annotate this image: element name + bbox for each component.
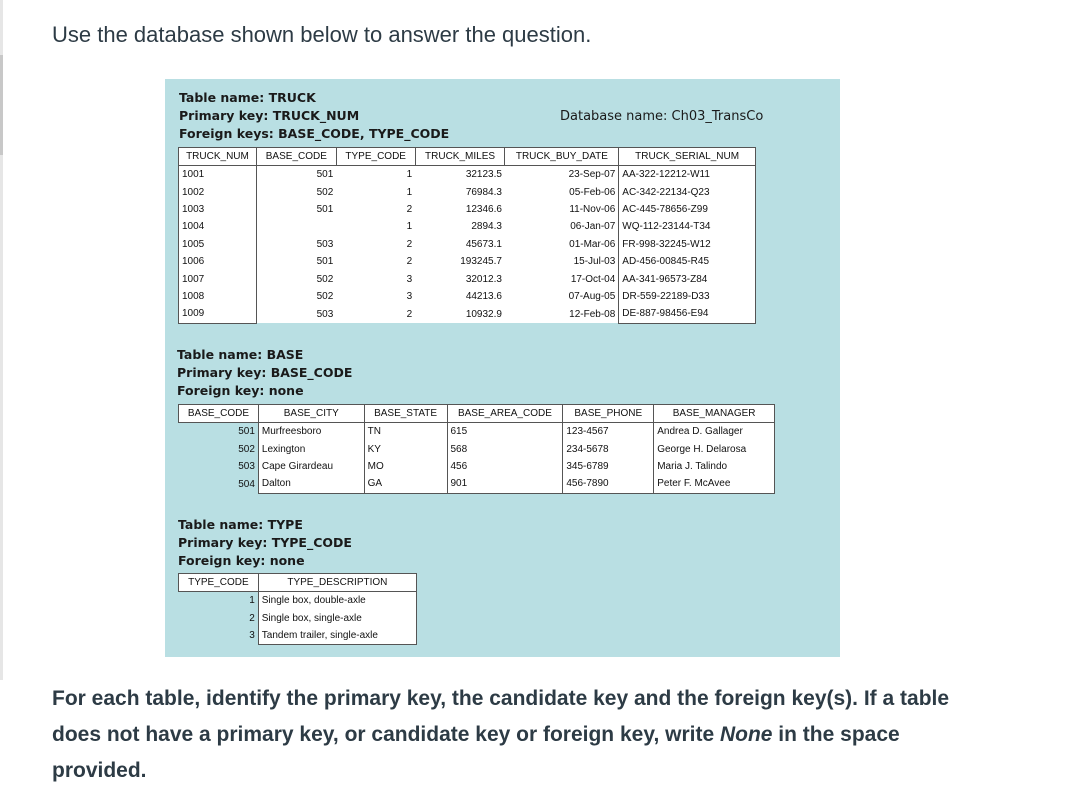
- cell: 44213.6: [415, 288, 505, 305]
- truck-table-name: Table name: TRUCK: [179, 90, 316, 105]
- cell: 12346.6: [415, 201, 505, 218]
- cell: 2: [249, 612, 255, 624]
- cell: 1006: [179, 253, 257, 270]
- table-row: [179, 218, 756, 235]
- cell: DR-559-22189-D33: [619, 288, 756, 305]
- cell: 503: [238, 460, 255, 472]
- truck-col-header: TRUCK_BUY_DATE: [505, 148, 619, 166]
- table-row: [179, 440, 775, 457]
- cell: Dalton: [258, 475, 364, 493]
- table-row: [179, 253, 756, 270]
- truck-col-header: TRUCK_SERIAL_NUM: [619, 148, 756, 166]
- base-primary-key: Primary key: BASE_CODE: [177, 365, 353, 380]
- base-table: [178, 404, 775, 494]
- cell: 05-Feb-06: [505, 183, 619, 200]
- cell: 01-Mar-06: [505, 236, 619, 253]
- cell: 3: [336, 270, 415, 287]
- cell: FR-998-32245-W12: [619, 236, 756, 253]
- cell: 3: [336, 288, 415, 305]
- scroll-indicator: [0, 55, 3, 155]
- table-row: [179, 270, 756, 287]
- cell: AD-456-00845-R45: [619, 253, 756, 270]
- type-table-name: Table name: TYPE: [178, 517, 303, 532]
- cell: 501: [256, 201, 336, 218]
- base-col-header: BASE_CODE: [179, 405, 259, 423]
- cell: 501: [256, 166, 336, 184]
- intro-text: Use the database shown below to answer the question.: [52, 22, 592, 47]
- cell: 1: [249, 595, 255, 607]
- cell: 1002: [179, 183, 257, 200]
- cell: 1008: [179, 288, 257, 305]
- cell: 45673.1: [415, 236, 505, 253]
- truck-table-meta: [179, 89, 449, 143]
- cell: TN: [364, 423, 447, 441]
- cell: 503: [256, 305, 336, 323]
- cell: Andrea D. Gallager: [654, 423, 775, 441]
- table-row: [179, 475, 775, 493]
- truck-header-row: [179, 148, 756, 166]
- table-row: [179, 201, 756, 218]
- truck-col-header: TRUCK_NUM: [179, 148, 257, 166]
- cell: 06-Jan-07: [505, 218, 619, 235]
- cell: 1: [336, 183, 415, 200]
- cell: 10932.9: [415, 305, 505, 323]
- cell: Cape Girardeau: [258, 458, 364, 475]
- cell: 12-Feb-08: [505, 305, 619, 323]
- cell: 502: [238, 443, 255, 455]
- cell: 1: [336, 166, 415, 184]
- cell: GA: [364, 475, 447, 493]
- type-col-header: TYPE_CODE: [179, 574, 259, 592]
- table-row: [179, 236, 756, 253]
- table-row: [179, 166, 756, 184]
- table-row: [179, 288, 756, 305]
- cell: 1009: [179, 305, 257, 323]
- cell: 2: [336, 236, 415, 253]
- cell: 502: [256, 288, 336, 305]
- table-row: [179, 458, 775, 475]
- cell: 456: [447, 458, 563, 475]
- cell: 503: [256, 236, 336, 253]
- type-primary-key: Primary key: TYPE_CODE: [178, 535, 352, 550]
- question-text: [52, 681, 952, 789]
- cell: 3: [249, 630, 255, 642]
- type-foreign-key: Foreign key: none: [178, 553, 305, 568]
- cell: 17-Oct-04: [505, 270, 619, 287]
- question-part2: in the space provided.: [52, 723, 900, 782]
- cell: 32123.5: [415, 166, 505, 184]
- cell: Tandem trailer, single-axle: [258, 627, 416, 645]
- table-row: [179, 592, 417, 610]
- truck-col-header: TRUCK_MILES: [415, 148, 505, 166]
- truck-foreign-keys: Foreign keys: BASE_CODE, TYPE_CODE: [179, 126, 450, 141]
- base-table-meta: [177, 346, 352, 400]
- database-name: Database name: Ch03_TransCo: [560, 109, 764, 124]
- cell: Single box, double-axle: [258, 592, 416, 610]
- database-figure: [165, 79, 840, 657]
- cell: 193245.7: [415, 253, 505, 270]
- cell: 501: [256, 253, 336, 270]
- base-col-header: BASE_MANAGER: [654, 405, 775, 423]
- cell: 123-4567: [563, 423, 654, 441]
- cell: 2894.3: [415, 218, 505, 235]
- table-row: [179, 609, 417, 626]
- cell: 15-Jul-03: [505, 253, 619, 270]
- cell: 2: [336, 253, 415, 270]
- type-header-row: [179, 574, 417, 592]
- table-row: [179, 305, 756, 323]
- cell: 615: [447, 423, 563, 441]
- cell: 1004: [179, 218, 257, 235]
- cell: 76984.3: [415, 183, 505, 200]
- base-col-header: BASE_STATE: [364, 405, 447, 423]
- cell: 502: [256, 183, 336, 200]
- cell: George H. Delarosa: [654, 440, 775, 457]
- cell: Maria J. Talindo: [654, 458, 775, 475]
- cell: 07-Aug-05: [505, 288, 619, 305]
- cell: 1: [336, 218, 415, 235]
- cell: Lexington: [258, 440, 364, 457]
- base-header-row: [179, 405, 775, 423]
- cell: 345-6789: [563, 458, 654, 475]
- cell: 11-Nov-06: [505, 201, 619, 218]
- cell: Peter F. McAvee: [654, 475, 775, 493]
- type-col-header: TYPE_DESCRIPTION: [258, 574, 416, 592]
- table-row: [179, 627, 417, 645]
- cell: MO: [364, 458, 447, 475]
- cell: 234-5678: [563, 440, 654, 457]
- cell: Murfreesboro: [258, 423, 364, 441]
- cell: 1007: [179, 270, 257, 287]
- type-table: [178, 573, 417, 645]
- cell: 1005: [179, 236, 257, 253]
- cell: 456-7890: [563, 475, 654, 493]
- truck-col-header: BASE_CODE: [256, 148, 336, 166]
- cell: 23-Sep-07: [505, 166, 619, 184]
- cell: 901: [447, 475, 563, 493]
- cell: [256, 218, 336, 235]
- cell: Single box, single-axle: [258, 609, 416, 626]
- cell: 502: [256, 270, 336, 287]
- truck-col-header: TYPE_CODE: [336, 148, 415, 166]
- cell: AA-341-96573-Z84: [619, 270, 756, 287]
- base-col-header: BASE_AREA_CODE: [447, 405, 563, 423]
- cell: AC-342-22134-Q23: [619, 183, 756, 200]
- cell: AA-322-12212-W11: [619, 166, 756, 184]
- base-col-header: BASE_PHONE: [563, 405, 654, 423]
- cell: WQ-112-23144-T34: [619, 218, 756, 235]
- cell: 2: [336, 201, 415, 218]
- base-col-header: BASE_CITY: [258, 405, 364, 423]
- truck-primary-key: Primary key: TRUCK_NUM: [179, 108, 360, 123]
- base-foreign-key: Foreign key: none: [177, 383, 304, 398]
- base-table-name: Table name: BASE: [177, 347, 304, 362]
- cell: AC-445-78656-Z99: [619, 201, 756, 218]
- question-emphasis: None: [719, 723, 773, 746]
- table-row: [179, 423, 775, 441]
- cell: KY: [364, 440, 447, 457]
- cell: 2: [336, 305, 415, 323]
- cell: 568: [447, 440, 563, 457]
- cell: DE-887-98456-E94: [619, 305, 756, 323]
- table-row: [179, 183, 756, 200]
- cell: 32012.3: [415, 270, 505, 287]
- cell: 501: [238, 426, 255, 438]
- cell: 1003: [179, 201, 257, 218]
- cell: 1001: [179, 166, 257, 184]
- cell: 504: [238, 478, 255, 490]
- type-table-meta: [178, 516, 352, 570]
- truck-table: [178, 147, 756, 324]
- question-part1: For each table, identify the primary key, the candidate key and the foreign key(s). If a table does not have a primary key, or candidate key or foreign key, write: [52, 687, 950, 746]
